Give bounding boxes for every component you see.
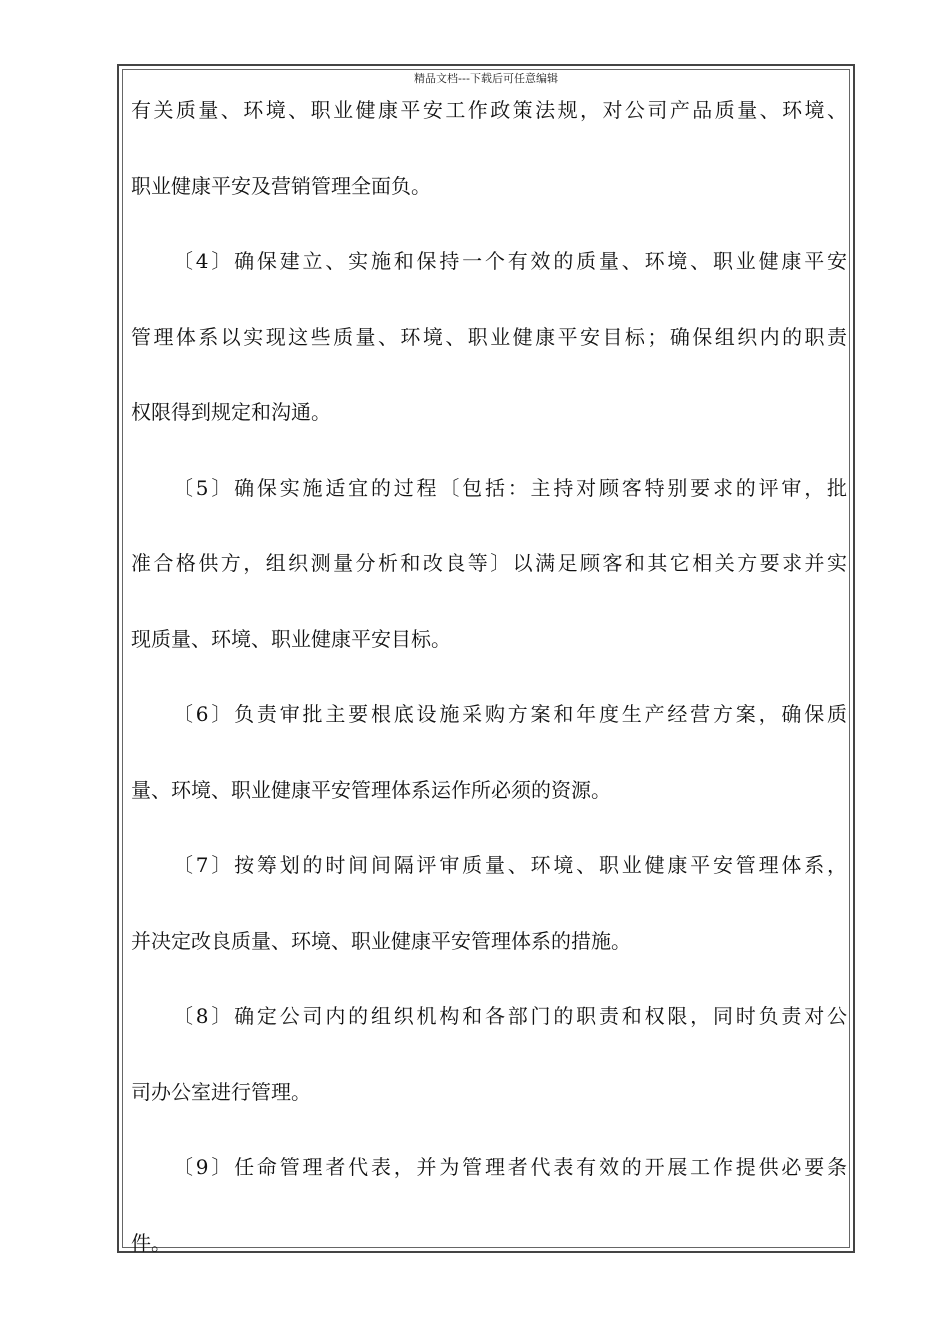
text-line: 〔6〕负责审批主要根底设施采购方案和年度生产经营方案，确保质 bbox=[173, 702, 847, 726]
text-line: 司办公室进行管理。 bbox=[131, 1079, 311, 1104]
text-line: 件。 bbox=[131, 1230, 171, 1255]
text-line: 〔4〕确保建立、实施和保持一个有效的质量、环境、职业健康平安 bbox=[173, 249, 847, 273]
text-line: 〔8〕确定公司内的组织机构和各部门的职责和权限，同时负责对公 bbox=[173, 1004, 847, 1028]
text-line: 〔7〕按筹划的时间间隔评审质量、环境、职业健康平安管理体系， bbox=[173, 853, 847, 877]
text-line: 职业健康平安及营销管理全面负。 bbox=[131, 173, 431, 198]
document-frame bbox=[117, 64, 855, 1253]
text-line: 准合格供方，组织测量分析和改良等〕以满足顾客和其它相关方要求并实 bbox=[131, 551, 847, 575]
text-line: 权限得到规定和沟通。 bbox=[131, 400, 331, 424]
page-header: 精品文档---下载后可任意编辑 bbox=[414, 72, 558, 85]
text-line: 〔5〕确保实施适宜的过程〔包括：主持对顾客特别要求的评审，批 bbox=[173, 475, 847, 500]
text-line: 管理体系以实现这些质量、环境、职业健康平安目标；确保组织内的职责 bbox=[131, 324, 847, 349]
text-line: 量、环境、职业健康平安管理体系运作所必须的资源。 bbox=[131, 777, 611, 802]
text-line: 有关质量、环境、职业健康平安工作政策法规，对公司产品质量、环境、 bbox=[131, 98, 847, 122]
text-line: 现质量、环境、职业健康平安目标。 bbox=[131, 626, 451, 651]
text-line: 〔9〕任命管理者代表，并为管理者代表有效的开展工作提供必要条 bbox=[173, 1155, 847, 1179]
text-line: 并决定改良质量、环境、职业健康平安管理体系的措施。 bbox=[131, 928, 631, 953]
